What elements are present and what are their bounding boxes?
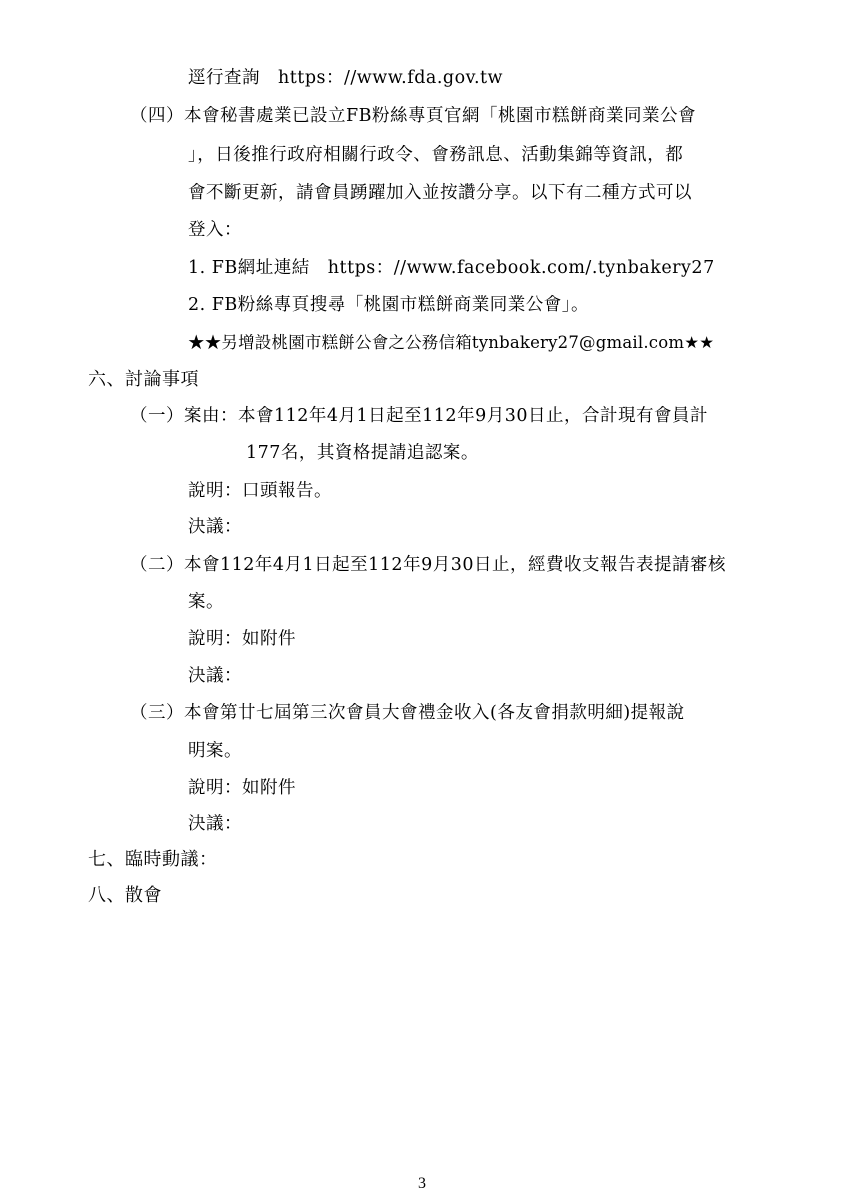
text-line-login: 登入：	[188, 220, 242, 240]
section-heading-discussion: 六、討論事項	[88, 369, 199, 390]
text-line-case-two-resolution: 決議：	[188, 666, 242, 686]
text-line-case-three: （三）本會第廿七屆第三次會員大會禮金收入(各友會捐款明細)提報說	[130, 703, 685, 723]
text-line-case-three-cont: 明案。	[188, 741, 242, 761]
text-line-fda-query: 逕行查詢 https：//www.fda.gov.tw	[188, 68, 504, 88]
text-line-item-four-cont-1: 」，日後推行政府相關行政令、會務訊息、活動集錦等資訊，都	[188, 145, 684, 165]
text-line-email: ★★另增設桃園市糕餅公會之公務信箱tynbakery27@gmail.com★★	[188, 333, 715, 352]
text-line-case-one: （一）案由：本會112年4月1日起至112年9月30日止，合計現有會員計	[130, 406, 708, 426]
text-line-fb-link: 1. FB網址連結 https：//www.facebook.com/.tynbakery27	[188, 258, 715, 278]
text-line-case-three-resolution: 決議：	[188, 814, 242, 834]
text-line-item-four: （四）本會秘書處業已設立FB粉絲專頁官網「桃園市糕餅商業同業公會	[130, 106, 697, 126]
section-heading-adjourn: 八、散會	[88, 885, 162, 906]
section-heading-extempore: 七、臨時動議：	[88, 849, 218, 870]
text-line-case-two-cont: 案。	[188, 592, 224, 612]
text-line-case-one-cont: 177名，其資格提請追認案。	[246, 443, 479, 463]
text-line-case-two-explain: 說明：如附件	[188, 629, 296, 649]
text-line-case-three-explain: 說明：如附件	[188, 778, 296, 798]
text-line-case-two: （二）本會112年4月1日起至112年9月30日止，經費收支報告表提請審核	[130, 555, 726, 575]
text-line-item-four-cont-2: 會不斷更新，請會員踴躍加入並按讚分享。以下有二種方式可以	[188, 183, 692, 203]
page-number: 3	[418, 1175, 426, 1192]
text-line-case-one-explain: 說明：口頭報告。	[188, 481, 332, 501]
text-line-fb-search: 2. FB粉絲專頁搜尋「桃園市糕餅商業同業公會」。	[188, 295, 590, 315]
text-line-case-one-resolution: 決議：	[188, 517, 242, 537]
